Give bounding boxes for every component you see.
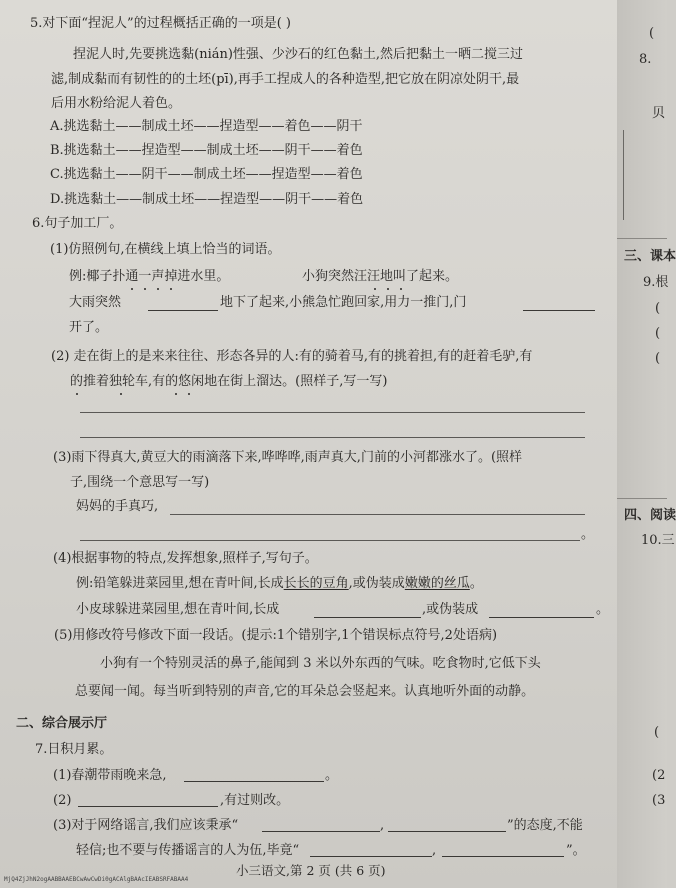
q6-part4-example-e: 。	[469, 576, 483, 591]
emphasis-dot	[188, 393, 190, 395]
q7-4-blank1[interactable]	[310, 856, 432, 857]
q6-part3-answer-line1[interactable]	[170, 514, 585, 515]
q6-part1-blank2[interactable]	[523, 310, 595, 311]
q7-3-blank2[interactable]	[388, 831, 506, 832]
right-q8: 8.	[639, 52, 652, 67]
q7-3-blank1[interactable]	[262, 831, 380, 832]
column-rule	[623, 130, 624, 220]
q6-part1-example-b: 小狗突然汪汪地叫了起来。	[302, 269, 459, 284]
right-section3: 三、课本	[624, 249, 676, 264]
right-p6: (3	[652, 793, 666, 808]
right-p3: (	[655, 351, 661, 366]
emphasis-dot	[120, 393, 122, 395]
q6-title: 6.句子加工厂。	[32, 216, 123, 231]
q6-part3-line1: (3)雨下得真大,黄豆大的雨滴落下来,哗哗哗,雨声真大,门前的小河都涨水了。(照样	[53, 450, 523, 465]
emphasis-dot	[400, 288, 402, 290]
q6-part4-line-b: ,或伪装成	[422, 602, 479, 617]
q6-part4-line-c: 。	[596, 602, 610, 617]
emphasis-dot	[131, 288, 133, 290]
q7-3-text: (3)对于网络谣言,我们应该秉承“	[53, 818, 239, 833]
right-paren: (	[649, 26, 655, 41]
q6-part1-line-a: 大雨突然	[69, 295, 122, 310]
q7-4-end: ”。	[566, 843, 586, 858]
q7-2-blank[interactable]	[78, 806, 218, 807]
q7-4-comma: ,	[432, 843, 437, 858]
q5-option-b[interactable]: B.挑选黏土——捏造型——制成土坯——阴干——着色	[50, 143, 363, 158]
q6-part1-line-b: 地下了起来,小熊急忙跑回家,用力一推门,门	[220, 295, 467, 310]
q6-part5-line3: 总要闻一闻。每当听到特别的声音,它的耳朵总会竖起来。认真地听外面的动静。	[75, 684, 535, 699]
q5-option-a[interactable]: A.挑选黏土——制成土坯——捏造型——着色——阴干	[50, 119, 363, 134]
q6-part4-line-a: 小皮球躲进菜园里,想在青叶间,长成	[76, 602, 280, 617]
q6-part4-example-b: 长长的豆角	[283, 576, 349, 591]
emphasis-dot	[157, 288, 159, 290]
q6-part4-example	[76, 576, 483, 592]
q6-part1-line-c: 开了。	[69, 320, 109, 335]
emphasis-dot	[170, 288, 172, 290]
q7-3-end: ”的态度,不能	[507, 818, 583, 833]
q6-part4-example-a: 例:铅笔躲进菜园里,想在青叶间,长成	[76, 576, 284, 591]
q5-option-c[interactable]: C.挑选黏土——阴干——制成土坯——捏造型——着色	[50, 167, 363, 182]
barcode-text: MjQ4ZjJhN2ogAABBAAEBCwAwCwDi0gACAlgBAAcIEABSRFABAA4	[4, 876, 189, 883]
emphasis-dot	[76, 393, 78, 395]
q6-part2-line1: (2) 走在街上的是来来往往、形态各异的人:有的骑着马,有的挑着担,有的赶着毛驴,有	[51, 349, 533, 364]
q6-part3-answer-line2[interactable]	[80, 540, 580, 541]
section2-title: 二、综合展示厅	[16, 716, 108, 731]
right-p1: (	[655, 301, 661, 316]
q5-passage-line2: 滤,制成黏而有韧性的的土坯(pī),再手工捏成人的各种造型,把它放在阴凉处阴干,最	[51, 72, 520, 87]
q7-1-blank[interactable]	[184, 781, 324, 782]
q6-part4-example-d: 嫩嫩的丝瓜	[404, 576, 470, 591]
q6-part3-period: 。	[581, 527, 595, 542]
q6-part1-blank1[interactable]	[148, 310, 218, 311]
page-footer: 小三语文,第 2 页 (共 6 页)	[236, 863, 386, 878]
q6-part3-line3: 妈妈的手真巧,	[76, 499, 159, 514]
q6-part2-line2: 的推着独轮车,有的悠闲地在街上溜达。(照样子,写一写)	[70, 374, 388, 389]
right-section4: 四、阅读	[624, 508, 676, 523]
emphasis-dot	[175, 393, 177, 395]
q6-part2-answer-line2[interactable]	[80, 437, 585, 438]
q6-part1-instruction: (1)仿照例句,在横线上填上恰当的词语。	[50, 242, 281, 257]
right-p2: (	[655, 326, 661, 341]
right-p5: (2	[652, 768, 666, 783]
q7-2-end: ,有过则改。	[220, 793, 290, 808]
q5-passage-line3: 后用水粉给泥人着色。	[51, 96, 182, 111]
q6-part1-example-a: 例:椰子扑通一声掉进水里。	[69, 269, 230, 284]
right-q10: 10.三	[641, 533, 675, 548]
q6-part5-line2: 小狗有一个特别灵活的鼻子,能闻到 3 米以外东西的气味。吃食物时,它低下头	[100, 656, 541, 671]
q6-part3-line2: 子,围绕一个意思写一写)	[70, 475, 210, 490]
q5-option-d[interactable]: D.挑选黏土——制成土坯——捏造型——阴干——着色	[50, 192, 364, 207]
q7-3-comma: ,	[380, 818, 385, 833]
emphasis-dot	[374, 288, 376, 290]
q7-4-blank2[interactable]	[442, 856, 564, 857]
section-rule	[617, 498, 667, 499]
q6-part2-answer-line1[interactable]	[80, 412, 585, 413]
q7-1-text: (1)春潮带雨晚来急,	[53, 768, 167, 783]
q7-2-text: (2)	[53, 793, 72, 808]
q5-stem: 5.对下面“捏泥人”的过程概括正确的一项是( )	[30, 16, 291, 31]
q6-part4-blank1[interactable]	[314, 617, 421, 618]
q6-part4-blank2[interactable]	[489, 617, 594, 618]
q7-1-end: 。	[325, 768, 339, 783]
q7-4-text: 轻信;也不要与传播谣言的人为伍,毕竟“	[76, 843, 300, 858]
right-p4: (	[654, 725, 660, 740]
q6-part5-line1: (5)用修改符号修改下面一段话。(提示:1个错别字,1个错误标点符号,2处语病)	[54, 628, 498, 643]
q6-part4-example-c: ,或伪装成	[348, 576, 405, 591]
q6-part4-line1: (4)根据事物的特点,发挥想象,照样子,写句子。	[53, 551, 318, 566]
q7-title: 7.日积月累。	[35, 742, 113, 757]
q5-passage-line1: 捏泥人时,先要挑选黏(nián)性强、少沙石的红色黏土,然后把黏土一晒二搅三过	[73, 47, 524, 62]
right-column-edge	[617, 0, 667, 888]
section-rule	[617, 238, 667, 239]
right-q9: 9.根	[643, 275, 669, 290]
emphasis-dot	[144, 288, 146, 290]
right-glyph: 贝	[652, 106, 666, 121]
emphasis-dot	[387, 288, 389, 290]
